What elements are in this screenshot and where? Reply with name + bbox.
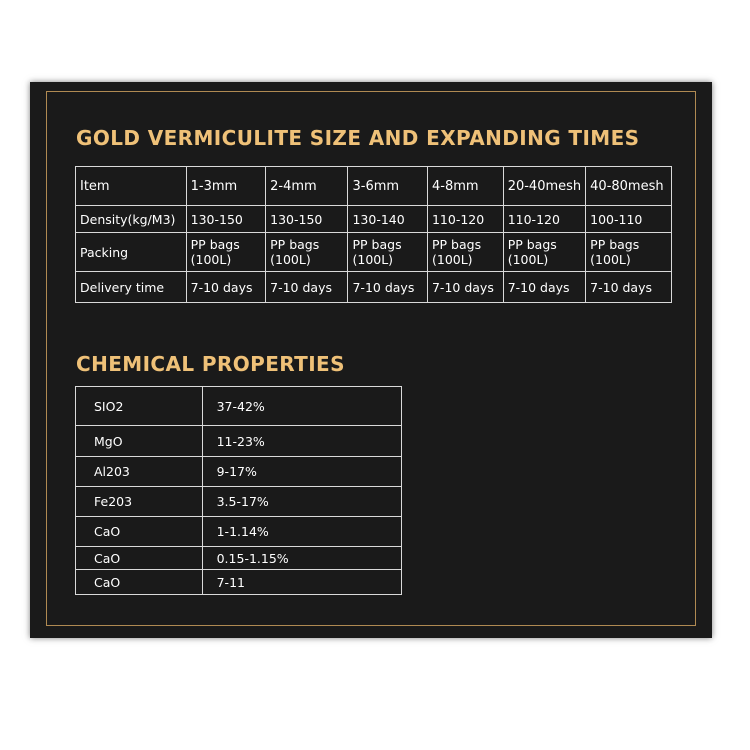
size-table xyxy=(75,166,672,303)
property-name: Fe203 xyxy=(76,487,203,517)
chemical-section-title: CHEMICAL PROPERTIES xyxy=(76,352,345,376)
row-label: Item xyxy=(76,167,187,206)
table-row xyxy=(76,233,672,272)
table-row xyxy=(76,167,672,206)
property-value: 1-1.14% xyxy=(202,517,401,547)
table-cell: PP bags (100L) xyxy=(348,233,428,272)
property-name: CaO xyxy=(76,570,203,595)
table-row xyxy=(76,487,402,517)
property-value: 7-11 xyxy=(202,570,401,595)
table-cell: 7-10 days xyxy=(503,272,585,303)
property-value: 9-17% xyxy=(202,457,401,487)
table-cell: 7-10 days xyxy=(427,272,503,303)
table-cell: 7-10 days xyxy=(186,272,266,303)
property-value: 3.5-17% xyxy=(202,487,401,517)
table-cell: 100-110 xyxy=(586,206,672,233)
row-label: Density(kg/M3) xyxy=(76,206,187,233)
row-label: Packing xyxy=(76,233,187,272)
property-name: Al203 xyxy=(76,457,203,487)
property-value: 11-23% xyxy=(202,426,401,457)
table-cell: 2-4mm xyxy=(266,167,348,206)
table-cell: PP bags (100L) xyxy=(427,233,503,272)
table-cell: PP bags (100L) xyxy=(586,233,672,272)
table-row xyxy=(76,457,402,487)
table-row xyxy=(76,547,402,570)
property-name: MgO xyxy=(76,426,203,457)
table-cell: PP bags (100L) xyxy=(503,233,585,272)
table-cell: 40-80mesh xyxy=(586,167,672,206)
table-row xyxy=(76,387,402,426)
property-name: SIO2 xyxy=(76,387,203,426)
chemical-table xyxy=(75,386,402,595)
table-cell: 130-140 xyxy=(348,206,428,233)
table-cell: 130-150 xyxy=(266,206,348,233)
table-cell: 7-10 days xyxy=(348,272,428,303)
table-cell: PP bags (100L) xyxy=(186,233,266,272)
table-row xyxy=(76,517,402,547)
table-row xyxy=(76,272,672,303)
table-cell: PP bags (100L) xyxy=(266,233,348,272)
table-cell: 7-10 days xyxy=(266,272,348,303)
table-row xyxy=(76,426,402,457)
table-cell: 7-10 days xyxy=(586,272,672,303)
table-cell: 1-3mm xyxy=(186,167,266,206)
table-cell: 20-40mesh xyxy=(503,167,585,206)
property-value: 0.15-1.15% xyxy=(202,547,401,570)
property-name: CaO xyxy=(76,517,203,547)
table-row xyxy=(76,570,402,595)
table-cell: 3-6mm xyxy=(348,167,428,206)
row-label: Delivery time xyxy=(76,272,187,303)
table-cell: 110-120 xyxy=(427,206,503,233)
table-cell: 130-150 xyxy=(186,206,266,233)
table-cell: 4-8mm xyxy=(427,167,503,206)
product-info-panel xyxy=(30,82,712,638)
property-name: CaO xyxy=(76,547,203,570)
table-row xyxy=(76,206,672,233)
table-cell: 110-120 xyxy=(503,206,585,233)
property-value: 37-42% xyxy=(202,387,401,426)
size-section-title: GOLD VERMICULITE SIZE AND EXPANDING TIMES xyxy=(76,126,640,150)
